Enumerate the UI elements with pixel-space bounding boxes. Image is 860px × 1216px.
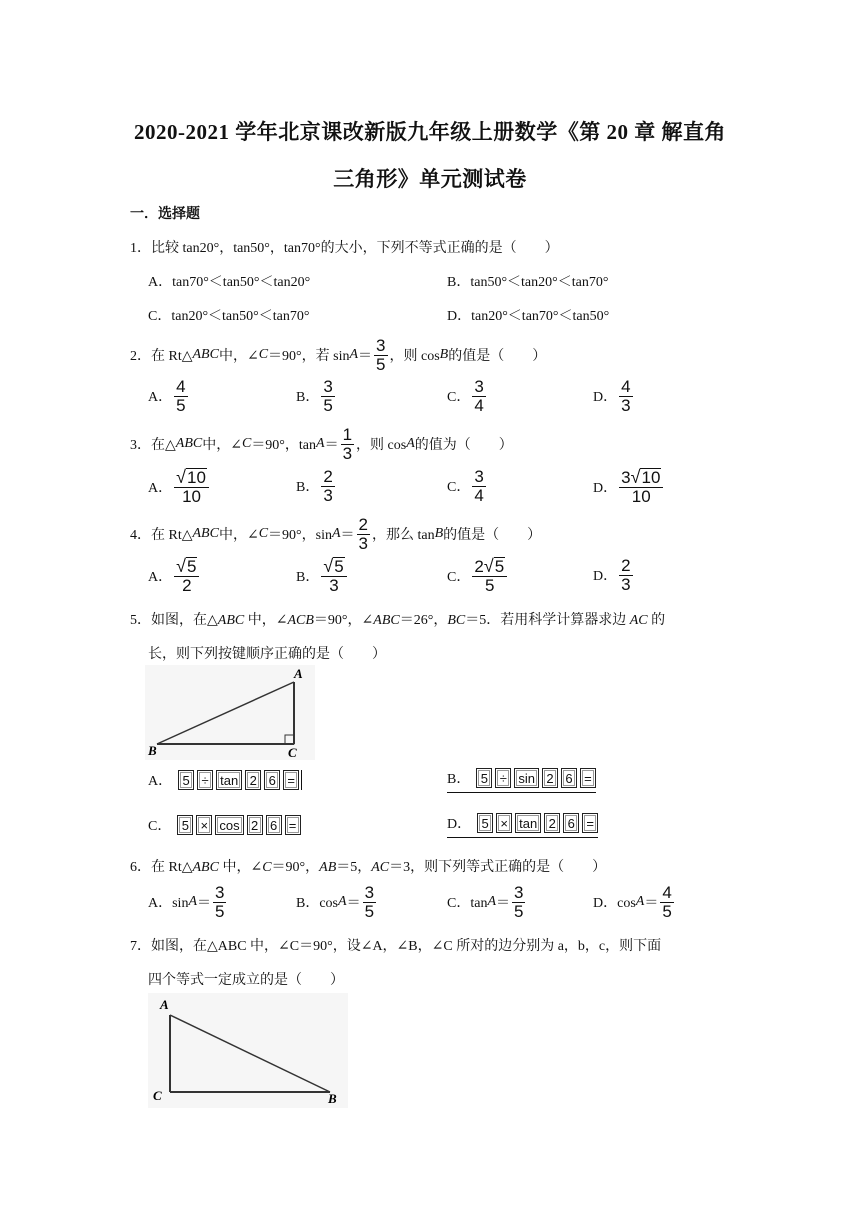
key-6: 6 bbox=[563, 813, 579, 833]
q3-option-d: D． 3 √ 10 10 bbox=[593, 468, 665, 506]
q5-option-b: B． 5 ÷ sin 2 6 = bbox=[447, 768, 596, 793]
key-equals: = bbox=[582, 813, 598, 833]
q7-vertex-b: B bbox=[328, 1091, 337, 1106]
question-5-line2: 长，则下列按键顺序正确的是（ ） bbox=[148, 647, 386, 662]
exam-title-line1: 2020-2021 学年北京课改新版九年级上册数学《第 20 章 解直角 bbox=[134, 120, 726, 144]
key-equals: = bbox=[283, 770, 299, 790]
key-2: 2 bbox=[247, 815, 263, 835]
key-2: 2 bbox=[245, 770, 261, 790]
question-3: 3．在△ ABC 中，∠ C ＝90°，tan A ＝ $\frac{1}{3}$ ，则 cos A 的值为（ ） bbox=[130, 425, 513, 463]
q2-option-a: A． $\frac{4}{5}$ bbox=[148, 377, 186, 415]
q7-vertex-c: C bbox=[153, 1088, 162, 1103]
q5-option-d: D． 5 × tan 2 6 = bbox=[447, 813, 598, 838]
key-5: 5 bbox=[177, 815, 193, 835]
question-1: 1．比较 tan20°，tan50°，tan70°的大小，下列不等式正确的是（ ） bbox=[130, 241, 559, 256]
question-5-line1: 5．如图，在△ABC 中，∠ACB＝90°，∠ABC＝26°，BC＝5．若用科学计算器求边 AC 的 bbox=[130, 613, 666, 628]
question-6: 6．在 Rt△ABC 中，∠C＝90°，AB＝5，AC＝3，则下列等式正确的是（ ） bbox=[130, 860, 607, 875]
key-tan: tan bbox=[515, 813, 541, 833]
q5-option-a: A． 5 ÷ tan 2 6 = bbox=[148, 770, 302, 790]
q4-option-c: C． 2 √ 5 5 bbox=[447, 557, 509, 595]
q4-fraction: $\frac{2}{3}$ bbox=[358, 515, 368, 553]
q5-vertex-c: C bbox=[288, 745, 297, 760]
key-6: 6 bbox=[266, 815, 282, 835]
q4-option-b: B． √ 5 3 bbox=[296, 557, 349, 595]
q2-option-c: C． $\frac{3}{4}$ bbox=[447, 377, 484, 415]
q6-option-b: B．cos A ＝ $\frac{3}{5}$ bbox=[296, 883, 375, 921]
q2-fraction: $\frac{3}{5}$ bbox=[376, 336, 386, 374]
q5-triangle-figure bbox=[145, 665, 315, 760]
key-5: 5 bbox=[476, 768, 492, 788]
key-multiply: × bbox=[496, 813, 512, 833]
q7-triangle-figure bbox=[148, 993, 348, 1108]
key-equals: = bbox=[580, 768, 596, 788]
key-divide: ÷ bbox=[495, 768, 511, 788]
key-2: 2 bbox=[544, 813, 560, 833]
question-7-line1: 7．如图，在△ABC 中，∠C＝90°，设∠A，∠B，∠C 所对的边分别为 a，b，c，则下面 bbox=[130, 939, 662, 954]
key-equals: = bbox=[285, 815, 301, 835]
question-2: 2．在 Rt△ ABC 中，∠ C ＝90°，若 sin A ＝ $\frac{3}{5}$ ，则 cos B 的值是（ ） bbox=[130, 336, 547, 374]
q4-option-a: A． √ 5 2 bbox=[148, 557, 201, 595]
q1-option-c: C．tan20°＜tan50°＜tan70° bbox=[148, 309, 310, 324]
q6-option-d: D．cos A ＝ $\frac{4}{5}$ bbox=[593, 883, 672, 921]
q2-option-b: B． $\frac{3}{5}$ bbox=[296, 377, 333, 415]
question-4: 4．在 Rt△ ABC 中，∠ C ＝90°，sin A ＝ $\frac{2}{3}$ ，那么 tan B 的值是（ ） bbox=[130, 515, 542, 553]
question-7-line2: 四个等式一定成立的是（ ） bbox=[148, 973, 344, 988]
key-6: 6 bbox=[561, 768, 577, 788]
q1-option-a: A．tan70°＜tan50°＜tan20° bbox=[148, 275, 311, 290]
q3-option-a: A． √ 10 10 bbox=[148, 468, 211, 506]
q7-vertex-a: A bbox=[160, 997, 169, 1012]
q6-option-c: C．tan A ＝ $\frac{3}{5}$ bbox=[447, 883, 524, 921]
q5-option-c: C． 5 × cos 2 6 = bbox=[148, 815, 301, 835]
exam-title-line2: 三角形》单元测试卷 bbox=[333, 167, 527, 191]
key-5: 5 bbox=[477, 813, 493, 833]
q1-option-b: B．tan50°＜tan20°＜tan70° bbox=[447, 275, 609, 290]
key-sin: sin bbox=[514, 768, 539, 788]
key-multiply: × bbox=[196, 815, 212, 835]
section-heading: 一．选择题 bbox=[130, 207, 200, 222]
q2-option-d: D． $\frac{4}{3}$ bbox=[593, 377, 631, 415]
q5-vertex-b: B bbox=[148, 743, 157, 758]
key-5: 5 bbox=[178, 770, 194, 790]
key-cos: cos bbox=[215, 815, 243, 835]
q1-option-d: D．tan20°＜tan70°＜tan50° bbox=[447, 309, 610, 324]
key-divide: ÷ bbox=[197, 770, 213, 790]
q5-vertex-a: A bbox=[294, 666, 303, 681]
q6-option-a: A．sin A ＝ $\frac{3}{5}$ bbox=[148, 883, 225, 921]
q4-option-d: D． $\frac{2}{3}$ bbox=[593, 556, 631, 594]
key-6: 6 bbox=[264, 770, 280, 790]
q3-option-c: C． $\frac{3}{4}$ bbox=[447, 467, 484, 505]
q3-fraction: $\frac{1}{3}$ bbox=[342, 425, 353, 463]
key-2: 2 bbox=[542, 768, 558, 788]
key-tan: tan bbox=[216, 770, 242, 790]
q3-option-b: B． $\frac{2}{3}$ bbox=[296, 467, 333, 505]
